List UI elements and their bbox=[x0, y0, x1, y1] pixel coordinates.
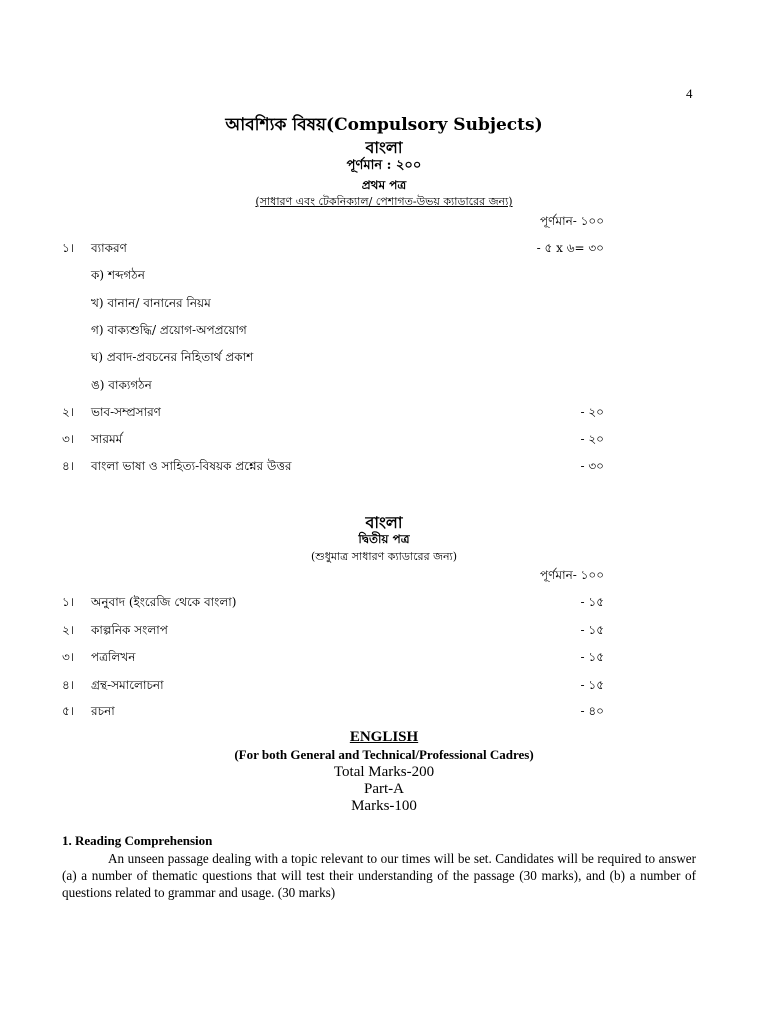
item-marks: - ৩০ bbox=[580, 459, 604, 473]
english-total-marks: Total Marks-200 bbox=[333, 764, 435, 780]
list-item bbox=[0, 431, 768, 451]
list-item bbox=[0, 622, 768, 642]
list-item bbox=[0, 649, 768, 669]
paper2-note: (শুধুমাত্র সাধারণ ক্যাডারের জন্য) bbox=[310, 550, 458, 563]
subitem-text: গ) বাক্যশুদ্ধি/ প্রয়োগ-অপপ্রয়োগ bbox=[91, 323, 247, 337]
list-item bbox=[0, 703, 768, 723]
paper2-subject: বাংলা bbox=[365, 513, 403, 532]
item-marks: - ২০ bbox=[580, 405, 604, 419]
item-marks: - ২০ bbox=[580, 432, 604, 446]
list-item bbox=[0, 240, 768, 260]
item-text: ভাব-সম্প্রসারণ bbox=[91, 405, 161, 419]
item-text: বাংলা ভাষা ও সাহিত্য-বিষয়ক প্রশ্নের উত্তর bbox=[91, 459, 292, 473]
item-number: ২। bbox=[62, 623, 75, 637]
list-subitem bbox=[0, 267, 768, 287]
list-subitem bbox=[0, 377, 768, 397]
section-paragraph: An unseen passage dealing with a topic relevant to our times will be set. Candidates will be required to answer (a) a number of thematic questions that will test their understanding of the passage (30 marks), and (b) a number of questions related to grammar and usage. (30 marks) bbox=[62, 851, 696, 900]
list-subitem bbox=[0, 295, 768, 315]
total-marks: পূর্ণমান : ২০০ bbox=[346, 158, 422, 173]
item-number: ৩। bbox=[62, 650, 75, 664]
list-item bbox=[0, 404, 768, 424]
english-heading: ENGLISH bbox=[349, 729, 419, 745]
item-marks: - ১৫ bbox=[580, 678, 604, 692]
item-text: পত্রলিখন bbox=[91, 650, 136, 664]
list-item bbox=[0, 677, 768, 697]
item-marks: - ৫ x ৬= ৩০ bbox=[536, 241, 604, 255]
item-text: সারমর্ম bbox=[91, 432, 123, 446]
item-text: গ্রন্থ-সমালোচনা bbox=[91, 678, 164, 692]
item-number: ৪। bbox=[62, 459, 75, 473]
item-marks: - ১৫ bbox=[580, 595, 604, 609]
item-marks: - ৪০ bbox=[580, 704, 604, 718]
list-item bbox=[0, 458, 768, 478]
item-text: ব্যাকরণ bbox=[91, 241, 127, 255]
section-title: 1. Reading Comprehension bbox=[62, 833, 213, 848]
list-item bbox=[0, 594, 768, 614]
subitem-text: ঙ) বাক্যগঠন bbox=[91, 378, 152, 392]
paper2-title: দ্বিতীয় পত্র bbox=[358, 532, 410, 546]
english-subheading: (For both General and Technical/Professional Cadres) bbox=[234, 747, 534, 762]
paper2-full-marks: পূর্ণমান- ১০০ bbox=[540, 568, 604, 582]
subitem-text: ক) শব্দগঠন bbox=[91, 268, 145, 282]
paper1-title: প্রথম পত্র bbox=[361, 178, 407, 192]
list-subitem bbox=[0, 322, 768, 342]
list-subitem bbox=[0, 349, 768, 369]
english-part: Part-A bbox=[364, 781, 404, 797]
item-text: কাল্পনিক সংলাপ bbox=[91, 623, 168, 637]
page-number: 4 bbox=[686, 86, 693, 101]
english-marks: Marks-100 bbox=[351, 798, 417, 814]
item-marks: - ১৫ bbox=[580, 650, 604, 664]
subject-heading: বাংলা bbox=[365, 138, 403, 157]
item-marks: - ১৫ bbox=[580, 623, 604, 637]
subitem-text: ঘ) প্রবাদ-প্রবচনের নিহিতার্থ প্রকাশ bbox=[91, 350, 254, 364]
paper1-note: (সাধারণ এবং টেকনিক্যাল/ পেশাগত-উভয় ক্যাডারের জন্য) bbox=[255, 195, 513, 208]
item-text: রচনা bbox=[91, 704, 115, 718]
subitem-text: খ) বানান/ বানানের নিয়ম bbox=[91, 296, 211, 310]
item-number: ১। bbox=[62, 241, 75, 255]
item-number: ৪। bbox=[62, 678, 75, 692]
item-number: ১। bbox=[62, 595, 75, 609]
paper1-full-marks: পূর্ণমান- ১০০ bbox=[540, 214, 604, 228]
item-number: ৫। bbox=[62, 704, 75, 718]
item-text: অনুবাদ (ইংরেজি থেকে বাংলা) bbox=[91, 595, 237, 609]
item-number: ৩। bbox=[62, 432, 75, 446]
page-title: আবশ্যিক বিষয়(Compulsory Subjects) bbox=[225, 115, 543, 135]
item-number: ২। bbox=[62, 405, 75, 419]
